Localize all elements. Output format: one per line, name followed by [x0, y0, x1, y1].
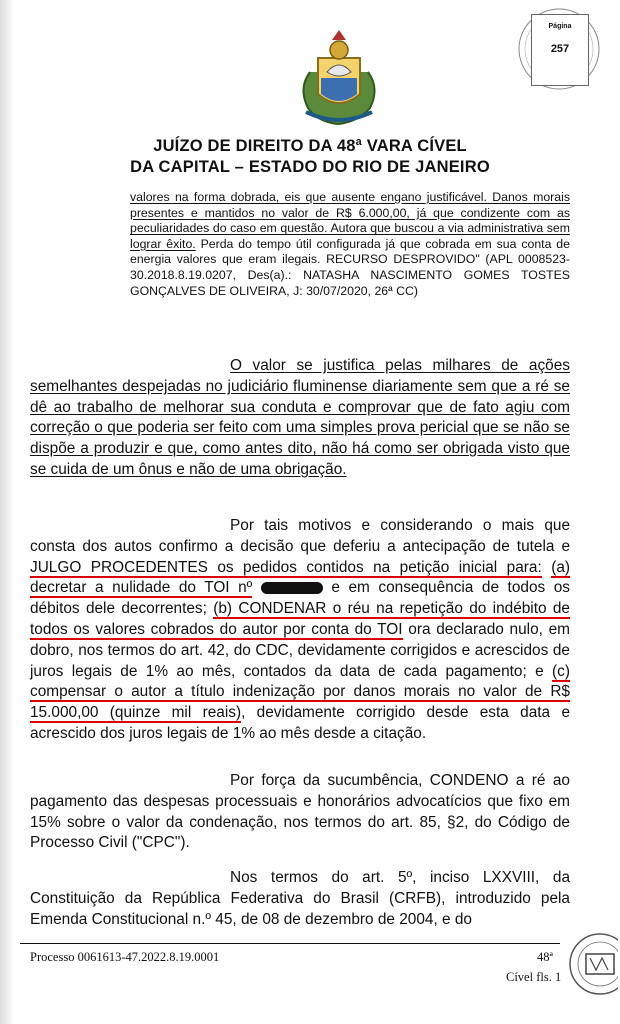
court-header-line1: JUÍZO DE DIREITO DA 48ª VARA CÍVEL [153, 137, 467, 155]
coat-of-arms-emblem [298, 28, 380, 126]
footer-process-number: Processo 0061613-47.2022.8.19.0001 [30, 950, 220, 964]
constitution-text: Nos termos do art. 5º, inciso LXXVIII, da Constituição da República Federativa do Brasil (CRFB), introduzido pela Emenda Constitucional n.º 45, de 08 de dezembro de 2004, e do [30, 869, 570, 928]
paragraph-constitution [30, 868, 570, 930]
judgment-item-c: (c) compensar o autor a título indenização por danos morais no valor de R$ 15.000,00 (quinze mil reais) [30, 662, 570, 722]
judgment-item-a: (a) decretar a nulidade do TOI nº [30, 558, 570, 597]
quote-text: Perda do tempo útil configurada já que cobrada em sua conta de energia valores que eram ilegais. RECURSO DESPROVIDO" (APL 0008523-30.2018.8.19.0207, Des(a).: NATASHA NASCIMENTO GOMES TOSTES GONÇALVES DE OLIVEIRA, J: 30/07/2020, 26ª CC) [130, 236, 570, 298]
sucumbencia-text: Por força da sucumbência, CONDENO a ré ao pagamento das despesas processuais e honorários advocatícios que fixo em 15% sobre o valor da condenação, nos termos do art. 85, §2, do Código de Processo Civil ("CPC"). [30, 772, 570, 852]
redacted-mark [261, 582, 323, 594]
paragraph-sucumbencia [30, 771, 570, 854]
paragraph-justification [30, 356, 570, 481]
judgment-procedentes: JULGO PROCEDENTES os pedidos contidos na petição inicial para: [30, 558, 542, 576]
footer-court-number: 48ª [537, 950, 553, 964]
digital-signature-stamp-icon [566, 924, 618, 1004]
judgment-intro: Por tais motivos e considerando o mais que consta dos autos confirmo a decisão que deferiu a antecipação de tutela e [30, 517, 570, 555]
judgment-text-b: ora declarado nulo, em dobro, nos termos do art. 42, do CDC, devidamente corrigidos e acrescidos de juros legais de 1% ao mês, contados da data de cada pagamento; e [30, 620, 571, 680]
court-header-line2: DA CAPITAL – ESTADO DO RIO DE JANEIRO [130, 158, 490, 176]
judgment-text-c: , devidamente corrigido desde esta data e acrescido dos juros legais de 1% ao mês desde a citação. [30, 704, 571, 742]
seal-page-number: 257 [550, 43, 570, 55]
judgment-text-a: e em consequência de todos os débitos dele decorrentes; [30, 579, 570, 618]
quote-underlined-text: valores na forma dobrada, eis que ausente engano justificável. Danos morais presentes e mantidos no valor de R$ 6.000,00, já que condizente com as peculiaridades do caso em questão. Autora que buscou a via administrativa sem lograr êxito. [130, 190, 570, 251]
page-number-seal [505, 6, 613, 106]
footer-rule [20, 943, 560, 944]
jurisprudence-quote [130, 190, 570, 299]
paragraph-justification-text: O valor se justifica pelas milhares de ações semelhantes despejadas no judiciário fluminense diariamente sem que a ré se dê ao trabalho de melhorar sua conduta e comprovar que de fato agiu com correção o que poderia ser feito com uma simples prova pericial que se não se dispõe a produzir e que, como antes dito, não há como ser obrigada visto que se cuida de um ônus e não de uma obrigação. [30, 357, 570, 478]
seal-page-label: Página [548, 23, 572, 30]
footer-court-fls: Cível fls. 1 [506, 970, 562, 984]
paragraph-judgment [30, 516, 570, 745]
seal-box [531, 14, 589, 86]
judgment-item-b: (b) CONDENAR o réu na repetição do indébito de todos os valores cobrados do autor por conta do TOI [30, 600, 570, 638]
